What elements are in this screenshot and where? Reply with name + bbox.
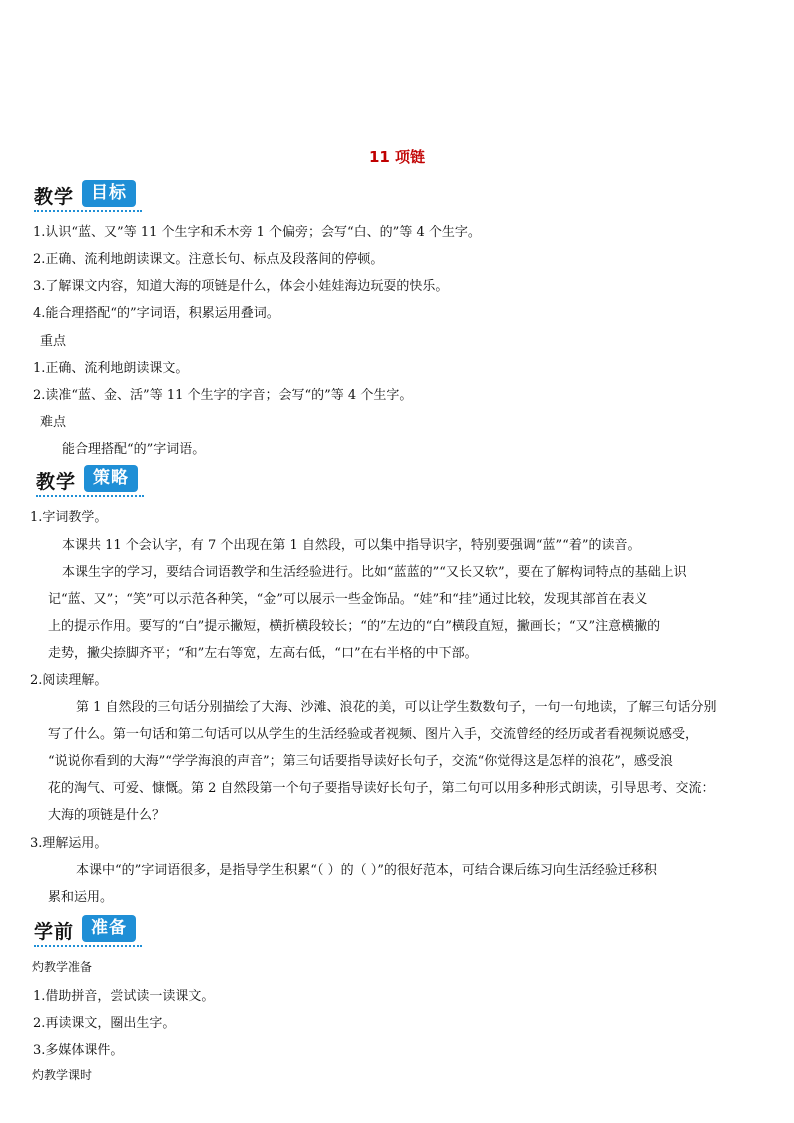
strategy-paragraph: 上的提示作用。要写的“白”提示撇短，横折横段较长；“的”左边的“白”横段直短，撇画长；“又”注意横撇的: [48, 619, 661, 634]
key-point-item: 1.正确、流利地朗读课文。: [33, 361, 189, 376]
strategy-paragraph: 第 1 自然段的三句话分别描绘了大海、沙滩、浪花的美，可以让学生数数句子，一句一句地读，了解三句话分别: [76, 700, 717, 715]
goal-item: 1.认识“蓝、又”等 11 个生字和禾木旁 1 个偏旁；会写“白、的”等 4 个生字。: [33, 225, 481, 240]
section-header-underline: [36, 495, 144, 497]
section-header-underline: [34, 945, 142, 947]
section-header-goals: [34, 180, 174, 212]
goal-item: 4.能合理搭配“的”字词语，积累运用叠词。: [33, 306, 280, 321]
section-header-tag: 准备: [82, 915, 136, 942]
strategy-paragraph: 本课共 11 个会认字，有 7 个出现在第 1 自然段，可以集中指导识字，特别要强调“蓝”“着”的读音。: [62, 538, 641, 553]
key-points-label: 重点: [40, 334, 67, 349]
prep-item: 2.再读课文，圈出生字。: [33, 1016, 176, 1031]
section-header-lead: 教学: [34, 186, 75, 208]
section-header-prep: [34, 915, 174, 947]
prep-item: 1.借助拼音，尝试读一读课文。: [33, 989, 215, 1004]
key-point-item: 2.读准“蓝、金、活”等 11 个生字的字音；会写“的”等 4 个生字。: [33, 388, 413, 403]
strategy-paragraph: 累和运用。: [48, 890, 114, 905]
difficulty-text: 能合理搭配“的”字词语。: [62, 442, 206, 457]
prep-label: 灼教学准备: [32, 960, 93, 974]
strategy-paragraph: 本课中“的”字词语很多，是指导学生积累“（ ）的（ ）”的很好范本，可结合课后练习向生活经验迁移积: [76, 863, 657, 878]
lesson-title: 11 项链: [368, 148, 426, 166]
goal-item: 2.正确、流利地朗读课文。注意长句、标点及段落间的停顿。: [33, 252, 384, 267]
difficulty-label: 难点: [40, 415, 67, 430]
prep-item: 3.多媒体课件。: [33, 1043, 124, 1058]
strategy-paragraph: 记“蓝、又”；“笑”可以示范各种笑，“金”可以展示一些金饰品。“娃”和“挂”通过比较，发现其部首在表义: [48, 592, 648, 607]
section-header-tag: 策略: [84, 465, 138, 492]
strategy-paragraph: 大海的项链是什么？: [48, 808, 166, 823]
strategy-subtitle: 2.阅读理解。: [30, 673, 108, 688]
section-header-lead: 教学: [36, 471, 77, 493]
strategy-paragraph: 花的淘气、可爱、慷慨。第 2 自然段第一个句子要指导读好长句子，第二句可以用多种形式朗读，引导思考、交流：: [48, 781, 715, 796]
strategy-subtitle: 3.理解运用。: [30, 836, 108, 851]
strategy-paragraph: 写了什么。第一句话和第二句话可以从学生的生活经验或者视频、图片入手，交流曾经的经历或者看视频说感受，: [48, 727, 699, 742]
strategy-subtitle: 1.字词教学。: [30, 510, 108, 525]
section-header-strategy: [36, 465, 176, 497]
strategy-paragraph: 走势，撇尖捺脚齐平；“和”左右等宽，左高右低，“口”在右半格的中下部。: [48, 646, 478, 661]
strategy-paragraph: “说说你看到的大海”“学学海浪的声音”；第三句话要指导读好长句子，交流“你觉得这是怎样的浪花”，感受浪: [48, 754, 673, 769]
section-header-underline: [34, 210, 142, 212]
section-header-lead: 学前: [34, 921, 75, 943]
goal-item: 3.了解课文内容，知道大海的项链是什么，体会小娃娃海边玩耍的快乐。: [33, 279, 449, 294]
lesson-hours-label: 灼教学课时: [32, 1068, 93, 1082]
section-header-tag: 目标: [82, 180, 136, 207]
strategy-paragraph: 本课生字的学习，要结合词语教学和生活经验进行。比如“蓝蓝的”“又长又软”，要在了解构词特点的基础上识: [62, 565, 687, 580]
